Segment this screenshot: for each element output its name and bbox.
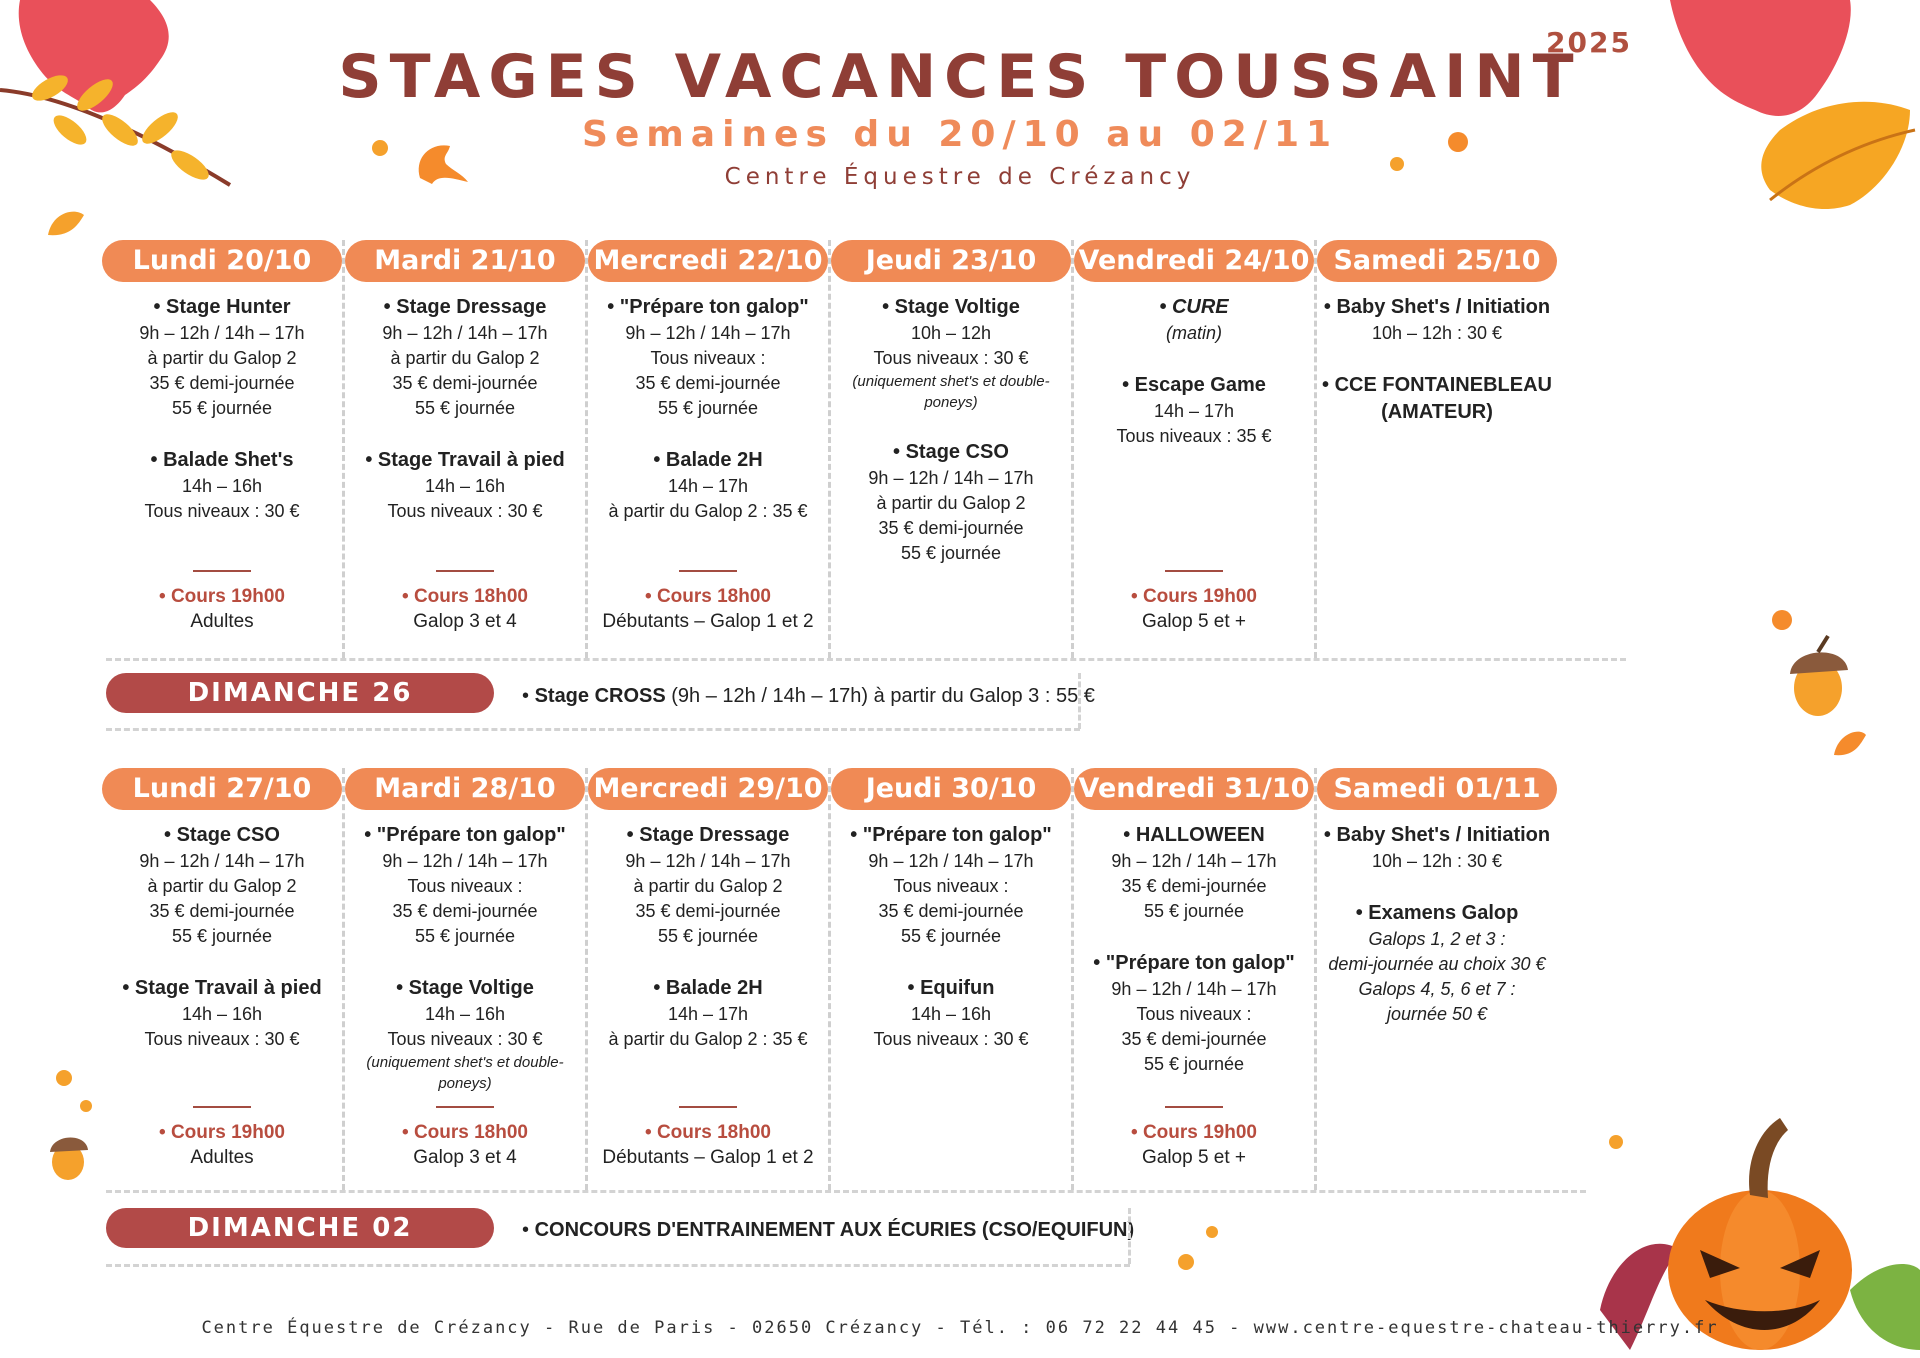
cours-level: Galop 5 et + [1141,1147,1247,1168]
activity [588,822,828,949]
activity-line: 9h – 12h / 14h – 17h [868,851,1034,871]
activity-line: 14h – 16h [424,1004,506,1024]
day-column [1317,768,1557,1190]
activity [1074,294,1314,346]
activity-line: à partir du Galop 2 [633,876,783,896]
activity-line: 10h – 12h : 30 € [1371,323,1503,343]
cours-separator [193,570,251,572]
cours-level: Adultes [190,1147,254,1168]
cours-block [102,1106,342,1170]
cours-block [588,1106,828,1170]
day-pill: Lundi 20/10 [102,240,342,282]
activity-line: 14h – 16h [910,1004,992,1024]
activity-note: (uniquement shet's et double-poneys) [366,1054,564,1092]
activity-title: • "Prépare ton galop" [1074,950,1314,977]
activity-line: 35 € demi-journée [1121,1029,1267,1049]
cours-separator [193,1106,251,1108]
day-pill: Vendredi 31/10 [1074,768,1314,810]
activity-line: Tous niveaux : [1136,1004,1252,1024]
activity-line: 9h – 12h / 14h – 17h [625,323,791,343]
activity-title: • Stage Travail à pied [345,447,585,474]
day-activities [102,294,342,524]
small-leaf-left-icon [44,205,88,245]
cours-block [102,570,342,634]
day-activities [102,822,342,1052]
activity-line: 9h – 12h / 14h – 17h [382,851,548,871]
year-label: 2025 [1546,26,1632,59]
activity-line: Tous niveaux : 30 € [144,1029,300,1049]
day-column [588,240,831,658]
activity-title: • Escape Game [1074,372,1314,399]
week-2-bottom-divider [106,1190,1586,1193]
activity [345,822,585,949]
activity-title: • Balade 2H [588,975,828,1002]
activity-line: Tous niveaux : 30 € [387,1029,543,1049]
sunday-2-bold: CONCOURS D'ENTRAINEMENT AUX ÉCURIES (CSO/EQUIFUN) [534,1219,1135,1241]
sunday-1-badge: DIMANCHE 26 OCTOBRE [106,673,494,713]
activity [345,447,585,524]
activity-line: 9h – 12h / 14h – 17h [382,323,548,343]
day-activities [1074,294,1314,449]
activity-title: • Balade Shet's [102,447,342,474]
activity-line: 9h – 12h / 14h – 17h [625,851,791,871]
sunday-1-bold: Stage CROSS [534,685,666,707]
day-activities [588,294,828,524]
activity-line: 55 € journée [900,543,1002,563]
activity-line: Tous niveaux : [650,348,766,368]
activity-title: • Stage CSO [831,439,1071,466]
sunday-1-divider-h [106,728,1080,731]
activity-line: 55 € journée [414,926,516,946]
activity-line: à partir du Galop 2 : 35 € [608,1029,808,1049]
activity-line: journée 50 € [1386,1004,1488,1024]
acorn-left-icon [40,1060,100,1180]
cours-level: Débutants – Galop 1 et 2 [602,1147,814,1168]
activity [831,822,1071,949]
small-leaf-right-icon [1830,725,1870,765]
activity-title: • Stage Voltige [345,975,585,1002]
cours-block [345,570,585,634]
cours-separator [679,1106,737,1108]
activity-line: demi-journée au choix 30 € [1328,954,1546,974]
activity-line: 35 € demi-journée [635,373,781,393]
day-column [1074,768,1317,1190]
cours-time: • Cours 19h00 [1074,1120,1314,1145]
activity-title: • CURE [1074,294,1314,321]
activity-line: à partir du Galop 2 [390,348,540,368]
activity [588,294,828,421]
cours-level: Adultes [190,611,254,632]
activity-title: • Stage Dressage [345,294,585,321]
activity [1317,372,1557,426]
day-column [102,768,345,1190]
day-column [102,240,345,658]
day-pill: Samedi 01/11 [1317,768,1557,810]
activity [102,447,342,524]
activity-title: • Stage Hunter [102,294,342,321]
activity-title: • Baby Shet's / Initiation [1317,822,1557,849]
day-column [1317,240,1557,658]
sunday-1-divider-v [1078,673,1081,729]
cours-level: Galop 3 et 4 [413,611,517,632]
activity-line: Tous niveaux : 30 € [873,348,1029,368]
week-1-bottom-divider [106,658,1626,661]
cours-separator [679,570,737,572]
activity-line: 14h – 16h [181,1004,263,1024]
activity-line: 55 € journée [414,398,516,418]
day-column [1074,240,1317,658]
day-activities [1317,294,1557,426]
page-title: STAGES VACANCES TOUSSAINT [338,42,1582,112]
activity-line: 55 € journée [171,398,273,418]
activity-line: 14h – 17h [1153,401,1235,421]
cours-time: • Cours 19h00 [1074,584,1314,609]
activity-line: Tous niveaux : 35 € [1116,426,1272,446]
day-activities [1317,822,1557,1027]
activity-title: • CCE FONTAINEBLEAU (AMATEUR) [1317,372,1557,426]
day-activities [345,294,585,524]
day-column [588,768,831,1190]
activity-line: Tous niveaux : [893,876,1009,896]
cours-block [1074,570,1314,634]
day-pill: Mardi 28/10 [345,768,585,810]
activity [1317,900,1557,1027]
day-pill: Mardi 21/10 [345,240,585,282]
activity-title: • "Prépare ton galop" [345,822,585,849]
activity-line: 35 € demi-journée [635,901,781,921]
activity-line: Tous niveaux : 30 € [387,501,543,521]
activity-note: (matin) [1165,323,1222,343]
activity-line: Tous niveaux : [407,876,523,896]
day-pill: Samedi 25/10 [1317,240,1557,282]
activity-line: Galops 1, 2 et 3 : [1368,929,1506,949]
activity-line: à partir du Galop 2 : 35 € [608,501,808,521]
activity-line: 35 € demi-journée [878,518,1024,538]
activity-title: • "Prépare ton galop" [588,294,828,321]
acorn-right-icon [1768,608,1878,728]
activity-line: 35 € demi-journée [392,373,538,393]
activity [345,975,585,1094]
day-column [345,768,588,1190]
activity [1074,372,1314,449]
day-activities [588,822,828,1052]
activity-title: • Stage CSO [102,822,342,849]
day-pill: Jeudi 30/10 [831,768,1071,810]
activity [831,975,1071,1052]
sunday-2-badge: DIMANCHE 02 NOVEMBRE [106,1208,494,1248]
activity-line: Galops 4, 5, 6 et 7 : [1358,979,1516,999]
sunday-1-detail: (9h – 12h / 14h – 17h) à partir du Galop 3 : 55 € [665,685,1095,707]
activity-line: 10h – 12h [910,323,992,343]
activity-line: 14h – 16h [424,476,506,496]
activity-line: 14h – 17h [667,476,749,496]
day-pill: Lundi 27/10 [102,768,342,810]
activity-line: 55 € journée [657,398,759,418]
activity-line: Tous niveaux : 30 € [873,1029,1029,1049]
cours-time: • Cours 19h00 [102,584,342,609]
activity-line: 55 € journée [171,926,273,946]
activity-line: 9h – 12h / 14h – 17h [139,323,305,343]
activity [1074,950,1314,1077]
sunday-1-text [522,685,1095,708]
activity [102,975,342,1052]
cours-level: Débutants – Galop 1 et 2 [602,611,814,632]
activity [831,294,1071,413]
activity-line: 9h – 12h / 14h – 17h [1111,979,1277,999]
activity-title: • Balade 2H [588,447,828,474]
activity [1317,822,1557,874]
cours-level: Galop 5 et + [1141,611,1247,632]
activity-line: 35 € demi-journée [1121,876,1267,896]
activity-line: 14h – 16h [181,476,263,496]
activity-line: 14h – 17h [667,1004,749,1024]
activity-line: 35 € demi-journée [878,901,1024,921]
activity-title: • Stage Travail à pied [102,975,342,1002]
day-pill: Mercredi 22/10 [588,240,828,282]
activity [102,822,342,949]
activity [831,439,1071,566]
cours-block [1074,1106,1314,1170]
activity-line: à partir du Galop 2 [147,348,297,368]
activity-title: • Baby Shet's / Initiation [1317,294,1557,321]
activity [1074,822,1314,924]
activity-line: 35 € demi-journée [149,373,295,393]
activity [588,975,828,1052]
activity [345,294,585,421]
day-activities [1074,822,1314,1077]
day-column [831,768,1074,1190]
activity-line: 9h – 12h / 14h – 17h [1111,851,1277,871]
week-2-grid [102,768,1554,1190]
day-activities [345,822,585,1094]
activity-line: à partir du Galop 2 [876,493,1026,513]
day-column [345,240,588,658]
cours-time: • Cours 19h00 [102,1120,342,1145]
cours-separator [1165,570,1223,572]
activity-line: Tous niveaux : 30 € [144,501,300,521]
day-column [831,240,1074,658]
activity-title: • Stage Voltige [831,294,1071,321]
activity-line: 35 € demi-journée [392,901,538,921]
week-1-grid [102,240,1554,658]
sunday-2-divider-h [106,1264,1130,1267]
activity-title: • "Prépare ton galop" [831,822,1071,849]
page-subtitle: Semaines du 20/10 au 02/11 [581,114,1339,155]
activity-line: 55 € journée [657,926,759,946]
activity-line: 55 € journée [1143,1054,1245,1074]
activity [102,294,342,421]
activity-note: (uniquement shet's et double-poneys) [852,373,1050,411]
day-activities [831,294,1071,566]
sunday-2-divider-v [1128,1208,1131,1264]
activity [1317,294,1557,346]
activity-title: • HALLOWEEN [1074,822,1314,849]
activity-line: 55 € journée [900,926,1002,946]
cours-time: • Cours 18h00 [588,1120,828,1145]
day-pill: Mercredi 29/10 [588,768,828,810]
activity [588,447,828,524]
cours-separator [436,570,494,572]
activity-line: à partir du Galop 2 [147,876,297,896]
cours-block [345,1106,585,1170]
cours-separator [436,1106,494,1108]
activity-line: 9h – 12h / 14h – 17h [139,851,305,871]
cours-level: Galop 3 et 4 [413,1147,517,1168]
cours-time: • Cours 18h00 [588,584,828,609]
cours-time: • Cours 18h00 [345,584,585,609]
cours-block [588,570,828,634]
day-pill: Vendredi 24/10 [1074,240,1314,282]
day-activities [831,822,1071,1052]
activity-title: • Examens Galop [1317,900,1557,927]
cours-separator [1165,1106,1223,1108]
activity-line: 9h – 12h / 14h – 17h [868,468,1034,488]
day-pill: Jeudi 23/10 [831,240,1071,282]
sunday-2-text [522,1219,1134,1242]
activity-line: 35 € demi-journée [149,901,295,921]
footer-contact: Centre Équestre de Crézancy - Rue de Paris - 02650 Crézancy - Tél. : 06 72 22 44 45 - www.centre-equestre-chateau-thierry.fr [201,1318,1719,1338]
activity-title: • Equifun [831,975,1071,1002]
activity-line: 55 € journée [1143,901,1245,921]
activity-line: 10h – 12h : 30 € [1371,851,1503,871]
centre-name: Centre Équestre de Crézancy [724,164,1196,190]
cours-time: • Cours 18h00 [345,1120,585,1145]
dots-bottom-icon [1168,1222,1228,1272]
activity-title: • Stage Dressage [588,822,828,849]
